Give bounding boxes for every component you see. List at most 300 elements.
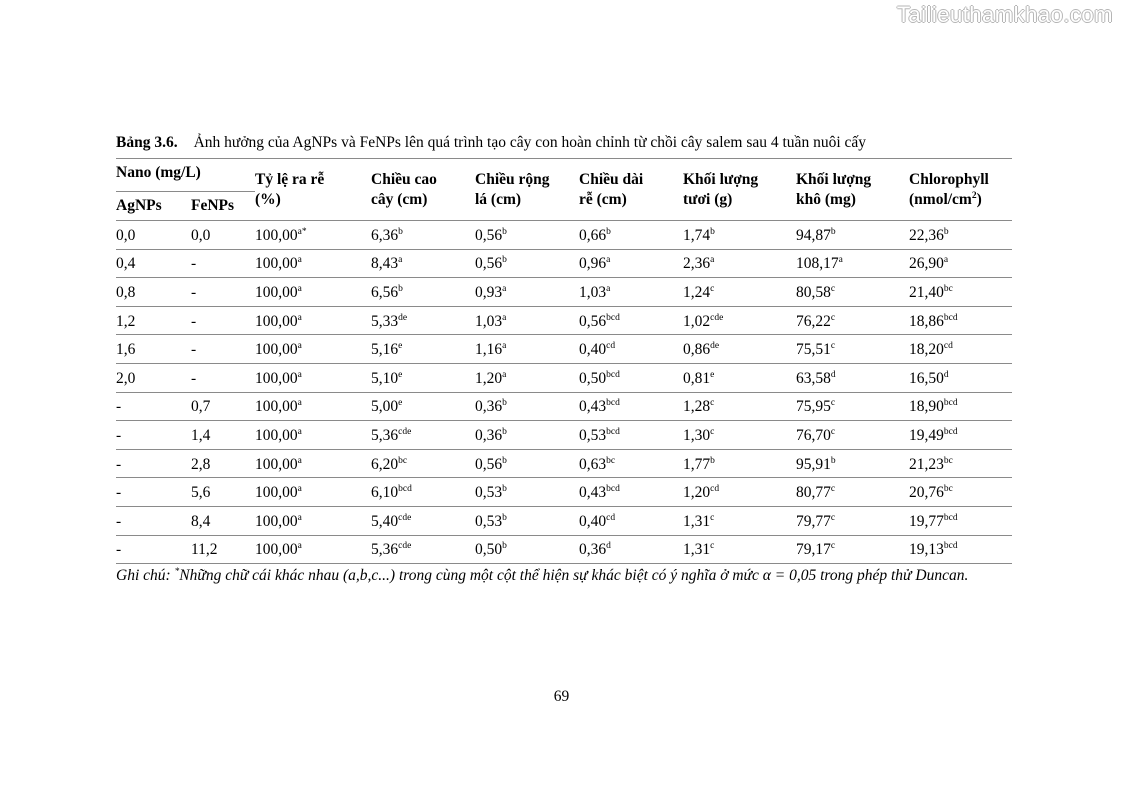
- cell-value: -: [191, 255, 197, 273]
- cell-value: 5,16: [371, 341, 399, 359]
- table-row: [116, 249, 1012, 278]
- cell-value: 6,20: [371, 455, 399, 473]
- table-body: [116, 221, 1012, 564]
- cell-value: 5,6: [191, 484, 211, 502]
- cell-root-rate: [255, 392, 371, 421]
- significance-letter: b: [710, 226, 715, 237]
- significance-letter: a: [606, 255, 611, 266]
- cell-leaf-width: [475, 392, 579, 421]
- cell-plant-height: [371, 421, 475, 450]
- cell-plant-height: [371, 392, 475, 421]
- significance-letter: cde: [398, 512, 412, 523]
- cell-value: 1,02: [683, 312, 711, 330]
- significance-letter: b: [710, 455, 715, 466]
- caption-label: Bảng 3.6.: [116, 134, 178, 151]
- cell-value: 2,8: [191, 455, 211, 473]
- cell-value: 20,76: [909, 484, 944, 502]
- significance-letter: e: [398, 341, 403, 352]
- cell-fenps: [191, 421, 255, 450]
- cell-value: 1,20: [683, 484, 711, 502]
- significance-letter: bcd: [606, 426, 620, 437]
- significance-letter: a: [297, 255, 302, 266]
- cell-fenps: [191, 392, 255, 421]
- cell-fresh-weight: [683, 249, 796, 278]
- cell-value: 80,58: [796, 283, 831, 301]
- cell-value: 80,77: [796, 484, 831, 502]
- significance-letter: a: [398, 255, 403, 266]
- significance-letter: b: [830, 455, 836, 466]
- cell-value: 0,96: [579, 255, 607, 273]
- significance-letter: bcd: [943, 398, 958, 409]
- cell-value: 1,28: [683, 398, 711, 416]
- significance-letter: cde: [398, 426, 412, 437]
- cell-plant-height: [371, 363, 475, 392]
- header-fenps: FeNPs: [191, 192, 255, 221]
- significance-letter: bcd: [943, 541, 958, 552]
- significance-letter: b: [502, 226, 507, 237]
- significance-letter: de: [710, 341, 720, 352]
- cell-value: -: [191, 312, 197, 330]
- cell-root-rate: [255, 335, 371, 364]
- cell-value: 100,00: [255, 426, 298, 444]
- cell-value: 0,0: [116, 226, 136, 244]
- cell-value: 0,43: [579, 484, 607, 502]
- header-root-length: Chiều dài rễ (cm): [579, 170, 644, 208]
- cell-value: 19,13: [909, 541, 944, 559]
- significance-letter: bcd: [606, 484, 620, 495]
- cell-value: 100,00: [255, 512, 298, 530]
- cell-agnps: [116, 221, 191, 250]
- significance-letter: d: [606, 541, 611, 552]
- significance-letter: a: [606, 283, 611, 294]
- significance-letter: cde: [710, 312, 724, 323]
- cell-agnps: [116, 249, 191, 278]
- cell-fresh-weight: [683, 535, 796, 564]
- significance-letter: c: [830, 398, 836, 409]
- cell-agnps: [116, 363, 191, 392]
- cell-value: 0,4: [116, 255, 136, 273]
- significance-letter: b: [502, 255, 507, 266]
- significance-letter: d: [943, 369, 949, 380]
- cell-value: 1,2: [116, 312, 136, 330]
- cell-agnps: [116, 335, 191, 364]
- cell-value: 18,90: [909, 398, 944, 416]
- cell-value: 16,50: [909, 369, 944, 387]
- significance-letter: a: [297, 541, 302, 552]
- cell-plant-height: [371, 278, 475, 307]
- table-note: [116, 566, 1016, 586]
- cell-agnps: [116, 306, 191, 335]
- significance-letter: bc: [606, 455, 616, 466]
- cell-value: -: [116, 426, 122, 444]
- cell-value: 100,00: [255, 369, 298, 387]
- cell-leaf-width: [475, 421, 579, 450]
- cell-plant-height: [371, 478, 475, 507]
- cell-value: -: [191, 369, 197, 387]
- cell-value: -: [116, 455, 122, 473]
- cell-value: 63,58: [796, 369, 831, 387]
- cell-chlorophyll: [909, 249, 1012, 278]
- cell-root-length: [579, 421, 683, 450]
- cell-chlorophyll: [909, 335, 1012, 364]
- cell-value: 21,23: [909, 455, 944, 473]
- cell-value: 0,7: [191, 398, 211, 416]
- significance-letter: b: [398, 283, 403, 294]
- cell-chlorophyll: [909, 506, 1012, 535]
- cell-agnps: [116, 278, 191, 307]
- cell-value: -: [116, 512, 122, 530]
- cell-root-rate: [255, 449, 371, 478]
- cell-fresh-weight: [683, 478, 796, 507]
- cell-dry-weight: [796, 306, 909, 335]
- cell-fresh-weight: [683, 335, 796, 364]
- significance-letter: a: [297, 283, 302, 294]
- cell-value: 0,56: [579, 312, 607, 330]
- significance-letter: b: [502, 398, 507, 409]
- nano-group-header: Nano (mg/L): [116, 164, 201, 181]
- cell-value: 0,36: [579, 541, 607, 559]
- cell-leaf-width: [475, 249, 579, 278]
- cell-root-rate: [255, 478, 371, 507]
- results-table: [116, 158, 1012, 564]
- table-row: [116, 392, 1012, 421]
- table-row: [116, 506, 1012, 535]
- table-row: [116, 478, 1012, 507]
- cell-fenps: [191, 506, 255, 535]
- table-row: [116, 335, 1012, 364]
- significance-letter: e: [398, 369, 403, 380]
- table-row: [116, 221, 1012, 250]
- cell-value: 11,2: [191, 541, 218, 559]
- cell-value: 79,17: [796, 541, 831, 559]
- significance-letter: bcd: [943, 312, 958, 323]
- cell-value: 0,56: [475, 226, 503, 244]
- cell-agnps: [116, 449, 191, 478]
- cell-value: 100,00: [255, 341, 298, 359]
- cell-value: 0,50: [579, 369, 607, 387]
- cell-root-rate: [255, 221, 371, 250]
- significance-letter: a: [297, 312, 302, 323]
- cell-root-rate: [255, 363, 371, 392]
- cell-value: 2,36: [683, 255, 711, 273]
- significance-letter: c: [710, 512, 715, 523]
- significance-letter: b: [502, 541, 507, 552]
- cell-value: 0,81: [683, 369, 711, 387]
- cell-root-length: [579, 221, 683, 250]
- cell-root-rate: [255, 306, 371, 335]
- cell-fenps: [191, 278, 255, 307]
- cell-agnps: [116, 421, 191, 450]
- cell-fresh-weight: [683, 306, 796, 335]
- cell-dry-weight: [796, 249, 909, 278]
- significance-letter: a: [502, 312, 507, 323]
- cell-value: 0,53: [475, 512, 503, 530]
- cell-value: 26,90: [909, 255, 944, 273]
- cell-value: 0,56: [475, 255, 503, 273]
- significance-letter: b: [606, 226, 611, 237]
- cell-root-length: [579, 363, 683, 392]
- cell-dry-weight: [796, 392, 909, 421]
- cell-value: 1,03: [475, 312, 503, 330]
- cell-fenps: [191, 335, 255, 364]
- cell-value: -: [191, 283, 197, 301]
- significance-letter: cd: [606, 341, 616, 352]
- cell-value: 8,4: [191, 512, 211, 530]
- cell-value: 18,20: [909, 341, 944, 359]
- significance-letter: c: [710, 283, 715, 294]
- cell-root-rate: [255, 278, 371, 307]
- cell-fenps: [191, 363, 255, 392]
- cell-value: 100,00: [255, 283, 298, 301]
- cell-chlorophyll: [909, 421, 1012, 450]
- table-row: [116, 363, 1012, 392]
- cell-value: -: [116, 484, 122, 502]
- cell-value: 0,93: [475, 283, 503, 301]
- cell-value: 95,91: [796, 455, 831, 473]
- significance-letter: a: [502, 283, 507, 294]
- cell-value: 94,87: [796, 226, 831, 244]
- header-chlorophyll: Chlorophyll $(nmol/cm^2)$: [909, 170, 989, 208]
- cell-chlorophyll: [909, 535, 1012, 564]
- table-row: [116, 449, 1012, 478]
- cell-fresh-weight: [683, 363, 796, 392]
- cell-value: 1,74: [683, 226, 711, 244]
- cell-value: 0,53: [579, 426, 607, 444]
- cell-value: 5,10: [371, 369, 399, 387]
- cell-chlorophyll: [909, 306, 1012, 335]
- cell-value: 108,17: [796, 255, 839, 273]
- significance-letter: e: [398, 398, 403, 409]
- cell-value: 1,4: [191, 426, 211, 444]
- cell-agnps: [116, 535, 191, 564]
- header-dry-weight: Khối lượng khô (mg): [796, 170, 872, 208]
- cell-value: 1,30: [683, 426, 711, 444]
- cell-leaf-width: [475, 306, 579, 335]
- significance-letter: a: [297, 455, 302, 466]
- cell-root-rate: [255, 249, 371, 278]
- cell-value: 19,77: [909, 512, 944, 530]
- significance-letter: bcd: [943, 426, 958, 437]
- cell-value: 100,00: [255, 484, 298, 502]
- cell-value: 100,00: [255, 398, 298, 416]
- cell-value: 75,51: [796, 341, 831, 359]
- cell-plant-height: [371, 249, 475, 278]
- cell-value: -: [191, 341, 197, 359]
- cell-value: 1,20: [475, 369, 503, 387]
- significance-letter: b: [502, 512, 507, 523]
- header-root-rate: Tỷ lệ ra rễ (%): [255, 170, 325, 208]
- significance-letter: bc: [398, 455, 408, 466]
- cell-value: 100,00: [255, 541, 298, 559]
- cell-fenps: [191, 449, 255, 478]
- cell-value: -: [116, 541, 122, 559]
- significance-letter: c: [710, 426, 715, 437]
- cell-dry-weight: [796, 506, 909, 535]
- cell-value: 0,50: [475, 541, 503, 559]
- significance-letter: b: [502, 455, 507, 466]
- significance-letter: c: [830, 484, 836, 495]
- significance-letter: bc: [943, 455, 953, 466]
- cell-dry-weight: [796, 335, 909, 364]
- cell-value: 1,16: [475, 341, 503, 359]
- cell-plant-height: [371, 306, 475, 335]
- table-row: [116, 306, 1012, 335]
- cell-dry-weight: [796, 535, 909, 564]
- cell-chlorophyll: [909, 221, 1012, 250]
- table-caption: [116, 134, 1016, 152]
- cell-chlorophyll: [909, 278, 1012, 307]
- cell-value: 1,24: [683, 283, 711, 301]
- cell-dry-weight: [796, 421, 909, 450]
- header-agnps: AgNPs: [116, 192, 191, 221]
- significance-letter: bc: [943, 283, 953, 294]
- cell-value: 0,56: [475, 455, 503, 473]
- cell-leaf-width: [475, 335, 579, 364]
- cell-dry-weight: [796, 478, 909, 507]
- cell-fresh-weight: [683, 421, 796, 450]
- significance-letter: b: [830, 226, 836, 237]
- significance-letter: c: [830, 341, 836, 352]
- cell-fresh-weight: [683, 449, 796, 478]
- cell-value: 0,63: [579, 455, 607, 473]
- cell-value: 0,66: [579, 226, 607, 244]
- note-asterisk: *: [174, 567, 180, 577]
- significance-letter: a: [297, 512, 302, 523]
- cell-leaf-width: [475, 278, 579, 307]
- cell-value: 1,31: [683, 541, 711, 559]
- table-row: [116, 278, 1012, 307]
- cell-value: 22,36: [909, 226, 944, 244]
- cell-value: 6,56: [371, 283, 399, 301]
- cell-agnps: [116, 478, 191, 507]
- cell-plant-height: [371, 535, 475, 564]
- cell-plant-height: [371, 449, 475, 478]
- cell-chlorophyll: [909, 478, 1012, 507]
- cell-dry-weight: [796, 221, 909, 250]
- significance-letter: a: [502, 341, 507, 352]
- cell-fenps: [191, 535, 255, 564]
- watermark-text: Tailieuthamkhao.com: [896, 2, 1113, 27]
- cell-agnps: [116, 392, 191, 421]
- header-leaf-width: Chiều rộng lá (cm): [475, 170, 550, 208]
- cell-root-rate: [255, 535, 371, 564]
- cell-value: 1,31: [683, 512, 711, 530]
- significance-letter: a: [297, 341, 302, 352]
- significance-letter: bcd: [606, 398, 620, 409]
- cell-value: 0,40: [579, 512, 607, 530]
- cell-plant-height: [371, 221, 475, 250]
- cell-leaf-width: [475, 449, 579, 478]
- significance-letter: b: [502, 426, 507, 437]
- significance-letter: bcd: [943, 512, 958, 523]
- cell-root-length: [579, 392, 683, 421]
- significance-letter: a: [710, 255, 715, 266]
- cell-dry-weight: [796, 363, 909, 392]
- header-fresh-weight: Khối lượng tươi (g): [683, 170, 759, 208]
- cell-root-length: [579, 249, 683, 278]
- note-text: Những chữ cái khác nhau (a,b,c...) trong cùng một cột thể hiện sự khác biệt có ý nghĩa ở mức α = 0,05 trong phép thử Duncan.: [179, 567, 969, 584]
- cell-value: 6,10: [371, 484, 399, 502]
- significance-letter: cde: [398, 541, 412, 552]
- significance-letter: cd: [606, 512, 616, 523]
- cell-value: 5,00: [371, 398, 399, 416]
- cell-fenps: [191, 221, 255, 250]
- cell-value: 19,49: [909, 426, 944, 444]
- cell-fenps: [191, 249, 255, 278]
- cell-fresh-weight: [683, 392, 796, 421]
- cell-chlorophyll: [909, 363, 1012, 392]
- significance-letter: b: [943, 226, 949, 237]
- significance-letter: bcd: [606, 312, 620, 323]
- cell-root-length: [579, 449, 683, 478]
- cell-value: 1,03: [579, 283, 607, 301]
- cell-value: 1,6: [116, 341, 136, 359]
- cell-value: 79,77: [796, 512, 831, 530]
- cell-value: 18,86: [909, 312, 944, 330]
- significance-letter: e: [710, 369, 715, 380]
- cell-value: 0,36: [475, 426, 503, 444]
- significance-letter: d: [830, 369, 836, 380]
- significance-letter: cd: [710, 484, 720, 495]
- cell-root-rate: [255, 506, 371, 535]
- cell-root-length: [579, 335, 683, 364]
- significance-letter: c: [830, 512, 836, 523]
- cell-value: 8,43: [371, 255, 399, 273]
- significance-letter: cd: [943, 341, 953, 352]
- cell-value: 5,40: [371, 512, 399, 530]
- significance-letter: b: [502, 484, 507, 495]
- significance-letter: a: [838, 255, 843, 266]
- significance-letter: c: [830, 312, 836, 323]
- cell-value: 100,00: [255, 255, 298, 273]
- table-row: [116, 421, 1012, 450]
- cell-chlorophyll: [909, 392, 1012, 421]
- cell-fenps: [191, 478, 255, 507]
- cell-leaf-width: [475, 221, 579, 250]
- table-row: [116, 535, 1012, 564]
- cell-value: 0,36: [475, 398, 503, 416]
- cell-value: 0,86: [683, 341, 711, 359]
- cell-value: 76,22: [796, 312, 831, 330]
- cell-root-length: [579, 535, 683, 564]
- significance-letter: bcd: [606, 369, 620, 380]
- cell-root-length: [579, 306, 683, 335]
- cell-leaf-width: [475, 506, 579, 535]
- page-number: 69: [553, 688, 570, 705]
- cell-value: 76,70: [796, 426, 831, 444]
- significance-letter: a: [502, 369, 507, 380]
- significance-letter: c: [830, 283, 836, 294]
- significance-letter: c: [710, 541, 715, 552]
- significance-letter: b: [398, 226, 403, 237]
- cell-value: 5,33: [371, 312, 399, 330]
- significance-letter: a: [943, 255, 949, 266]
- cell-value: 0,0: [191, 226, 211, 244]
- cell-root-length: [579, 506, 683, 535]
- cell-value: -: [116, 398, 122, 416]
- significance-letter: bcd: [398, 484, 412, 495]
- cell-fresh-weight: [683, 506, 796, 535]
- cell-plant-height: [371, 506, 475, 535]
- cell-root-length: [579, 478, 683, 507]
- significance-letter: bc: [943, 484, 953, 495]
- caption-text: Ảnh hưởng của AgNPs và FeNPs lên quá trình tạo cây con hoàn chỉnh từ chồi cây salem sau 4 tuần nuôi cấy: [193, 134, 867, 151]
- cell-root-rate: [255, 421, 371, 450]
- cell-root-length: [579, 278, 683, 307]
- cell-value: 100,00: [255, 312, 298, 330]
- cell-value: 0,8: [116, 283, 136, 301]
- cell-chlorophyll: [909, 449, 1012, 478]
